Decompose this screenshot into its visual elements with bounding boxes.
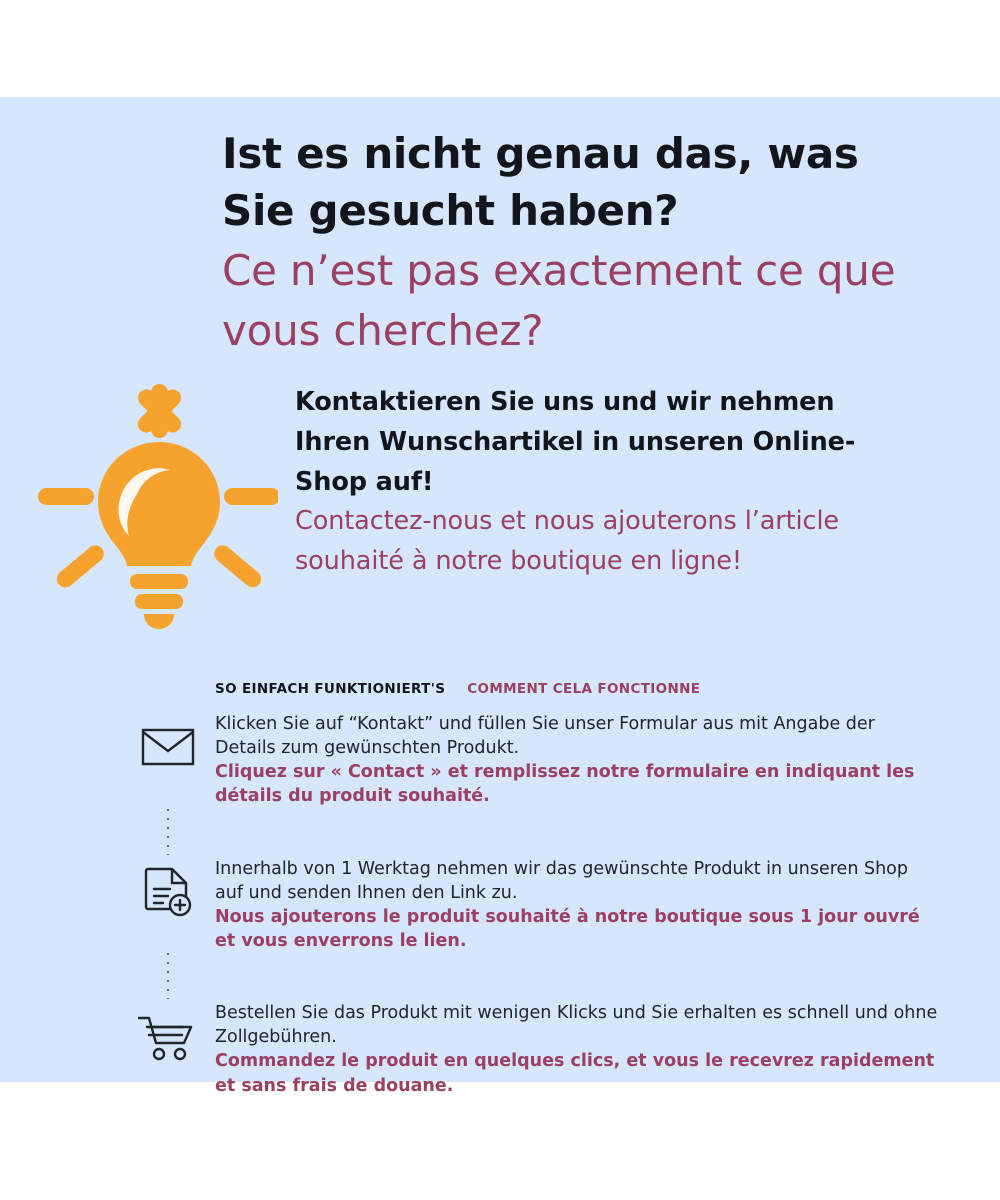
step-connector [120,953,940,999]
document-add-icon [120,855,215,921]
step-text [215,855,940,954]
howto-heading-german: SO EINFACH FUNKTIONIERT'S [215,681,446,697]
list-item [120,855,940,954]
list-item [120,999,940,1098]
step-text [215,999,940,1098]
envelope-icon [120,710,215,768]
step-french: Commandez le produit en quelques clics, et vous le recevrez rapidement et sans frais de douane. [215,1051,935,1096]
subheadline-block [295,383,915,582]
step-german: Klicken Sie auf “Kontakt” und füllen Sie unser Formular aus mit Angabe der Details zum gewünschten Produkt. [215,714,875,759]
headline-block [222,125,942,360]
step-german: Innerhalb von 1 Werktag nehmen wir das gewünschte Produkt in unseren Shop auf und senden Ihnen den Link zu. [215,858,908,903]
step-german: Bestellen Sie das Produkt mit wenigen Klicks und Sie erhalten es schnell und ohne Zollgebühren. [215,1003,938,1048]
step-connector [120,809,940,855]
subheadline-french: Contactez-nous et nous ajouterons l’article souhaité à notre boutique en ligne! [295,506,840,577]
lightbulb-icon [38,382,278,632]
step-french: Cliquez sur « Contact » et remplissez notre formulaire en indiquant les détails du produit souhaité. [215,762,915,807]
step-french: Nous ajouterons le produit souhaité à notre boutique sous 1 jour ouvré et vous enverrons le lien. [215,906,920,951]
howto-heading [215,681,700,697]
list-item [120,710,940,809]
howto-heading-french: COMMENT CELA FONCTIONNE [467,681,701,697]
subheadline-german: Kontaktieren Sie uns und wir nehmen Ihren Wunschartikel in unseren Online-Shop auf! [295,387,856,497]
shopping-cart-icon [120,999,215,1061]
steps-list [120,710,940,1098]
headline-german: Ist es nicht genau das, was Sie gesucht haben? [222,129,859,236]
headline-french: Ce n’est pas exactement ce que vous cherchez? [222,246,896,355]
step-text [215,710,940,809]
